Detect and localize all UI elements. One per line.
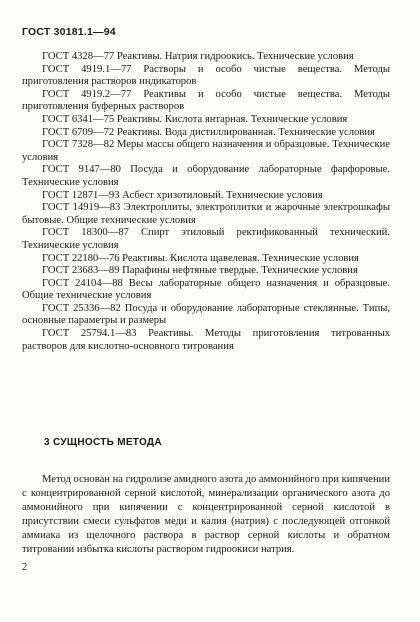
running-header: ГОСТ 30181.1—94 <box>22 26 116 38</box>
section-paragraph: Метод основан на гидролизе амидного азота до аммонийного при кипячении с концентрированной серной кислотой, минерализации органического азота до аммонийного при кипячении с концентрированной серной кислотой в присутствии смеси сульфатов меди и калия (натрия) с последующей отгонкой аммиака из щелочного раствора в раствор серной кислоты и обратном титровании избытка кислоты раствором гидроокиси натрия. <box>22 474 390 555</box>
reference-item: ГОСТ 7328—82 Меры массы общего назначения и образцовые. Технические условия <box>22 139 390 163</box>
reference-item: ГОСТ 22180—76 Реактивы. Кислота щавелевая. Технические условия <box>42 252 359 264</box>
reference-item: ГОСТ 14919—83 Электроплиты, электроплитки и жарочные электрошкафы бытовые. Общие технические условия <box>22 202 390 226</box>
reference-item: ГОСТ 24104—88 Весы лабораторные общего назначения и образцовые. Общие технические условия <box>22 277 390 302</box>
normative-references-list <box>22 51 390 353</box>
reference-item: ГОСТ 9147—80 Посуда и оборудование лабораторные фарфоровые. Технические условия <box>22 164 390 188</box>
reference-item: ГОСТ 25794.1—83 Реактивы. Методы приготовления титрованных растворов для кислотно-основного титрования <box>22 328 390 352</box>
reference-item: ГОСТ 4919.2—77 Реактивы и особо чистые вещества. Методы приготовления буферных растворов <box>22 88 390 113</box>
reference-item: ГОСТ 4328—77 Реактивы. Натрия гидроокись. Технические условия <box>42 51 354 62</box>
section-heading: 3 СУЩНОСТЬ МЕТОДА <box>44 437 162 448</box>
reference-item: ГОСТ 4919.1—77 Растворы и особо чистые вещества. Методы приготовления растворов индикаторов <box>22 63 390 88</box>
reference-item: ГОСТ 6709—72 Реактивы. Вода дистиллированная. Технические условия <box>42 126 375 138</box>
reference-item: ГОСТ 18300—87 Спирт этиловый ректификованный технический. Технические условия <box>22 227 390 251</box>
page-number: 2 <box>22 562 28 573</box>
reference-item: ГОСТ 12871—93 Асбест хризотиловый. Технические условия <box>42 189 323 201</box>
reference-item: ГОСТ 25336—82 Посуда и оборудование лабораторные стеклянные. Типы, основные параметры и размеры <box>22 302 390 327</box>
reference-item: ГОСТ 23683—89 Парафины нефтяные твердые. Технические условия <box>42 265 358 277</box>
reference-item: ГОСТ 6341—75 Реактивы. Кислота янтарная. Технические условия <box>42 113 348 125</box>
